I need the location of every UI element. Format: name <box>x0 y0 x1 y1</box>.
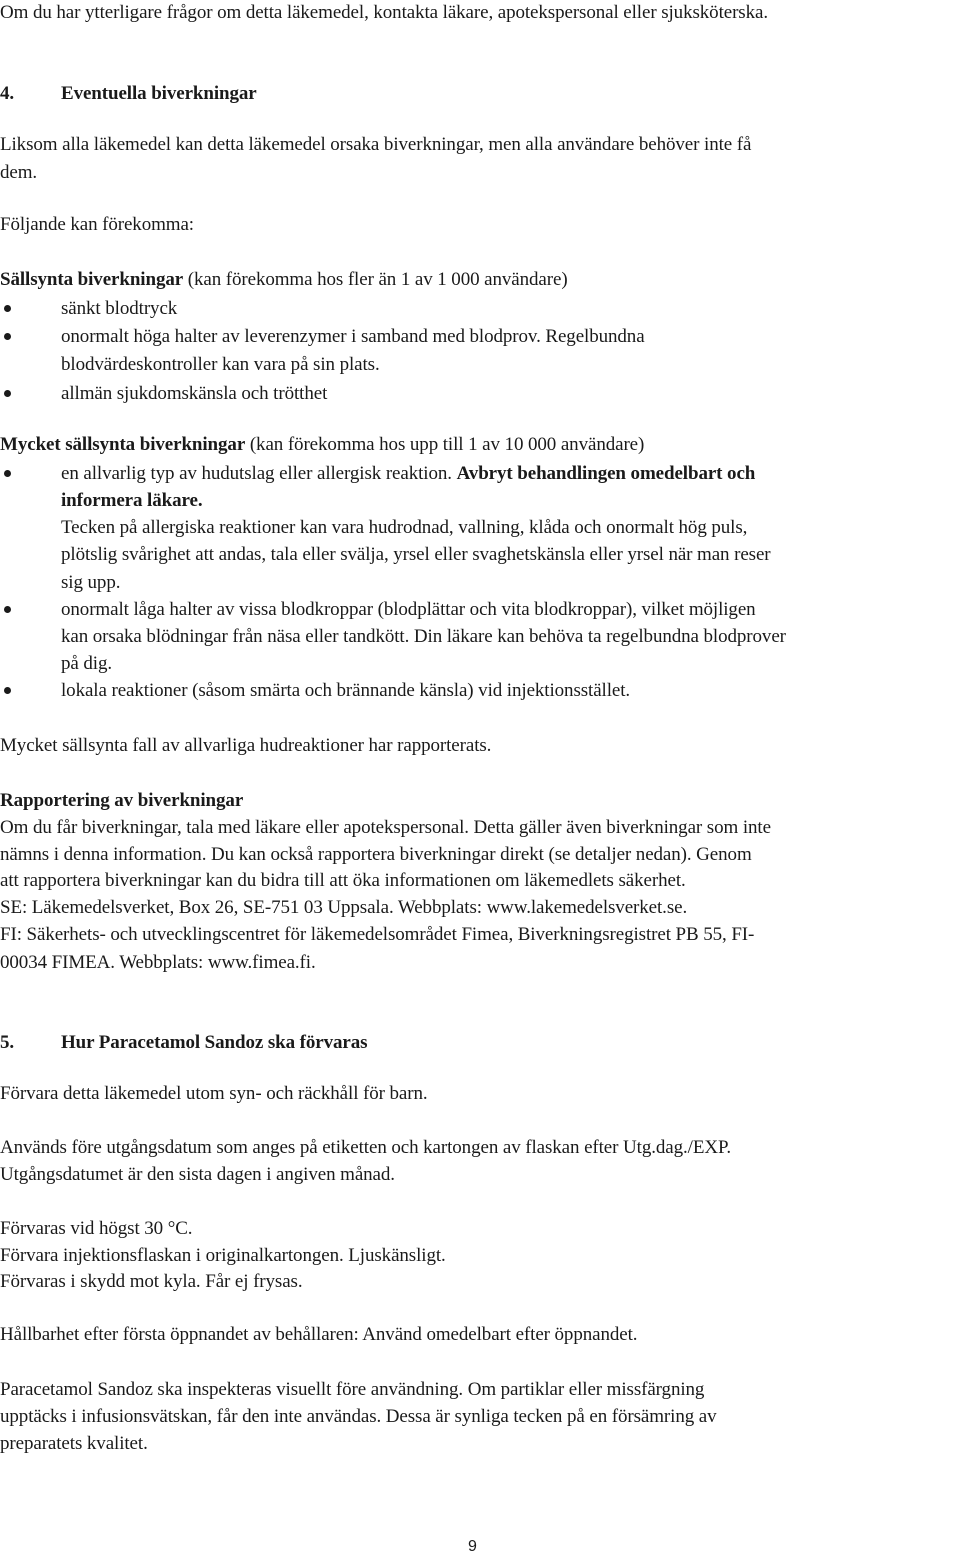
paragraph-line: 00034 FIMEA. Webbplats: www.fimea.fi. <box>0 952 316 973</box>
section-4-number: 4. <box>0 83 15 104</box>
very-rare-frequency: (kan förekomma hos upp till 1 av 10 000 användare) <box>245 434 645 455</box>
list-item: onormalt låga halter av vissa blodkroppar (blodplättar och vita blodkroppar), vilket möjligen <box>61 599 756 620</box>
bullet-icon <box>4 305 11 312</box>
bullet-icon <box>4 606 11 613</box>
paragraph-line: preparatets kvalitet. <box>0 1433 148 1454</box>
paragraph-line: nämns i denna information. Du kan också rapportera biverkningar direkt (se detaljer nedan). Genom <box>0 844 752 865</box>
list-item-continuation: plötslig svårighet att andas, tala eller svälja, yrsel eller svaghetskänsla eller yrsel när man reser <box>61 544 771 565</box>
warning-text-continuation: informera läkare. <box>61 490 203 511</box>
intro-text: Om du har ytterligare frågor om detta läkemedel, kontakta läkare, apotekspersonal eller sjuksköterska. <box>0 2 768 23</box>
paragraph-line: Utgångsdatumet är den sista dagen i angiven månad. <box>0 1164 395 1185</box>
paragraph-line: Förvaras vid högst 30 °C. <box>0 1218 193 1239</box>
paragraph-line: Förvara injektionsflaskan i originalkartongen. Ljuskänsligt. <box>0 1245 446 1266</box>
paragraph-line: Paracetamol Sandoz ska inspekteras visuellt före användning. Om partiklar eller missfärgning <box>0 1379 705 1400</box>
rare-frequency: (kan förekomma hos fler än 1 av 1 000 användare) <box>183 269 568 290</box>
bullet-icon <box>4 470 11 477</box>
reporting-heading: Rapportering av biverkningar <box>0 790 244 811</box>
very-rare-title: Mycket sällsynta biverkningar <box>0 434 246 455</box>
list-item-text: en allvarlig typ av hudutslag eller allergisk reaktion. <box>61 463 457 484</box>
list-item: onormalt höga halter av leverenzymer i samband med blodprov. Regelbundna <box>61 326 645 347</box>
list-item-continuation: på dig. <box>61 653 113 674</box>
list-item <box>61 461 755 487</box>
list-item: sänkt blodtryck <box>61 298 178 319</box>
rare-side-effects-heading <box>0 267 568 293</box>
paragraph-line: upptäcks i infusionsvätskan, får den inte användas. Dessa är synliga tecken på en försämring av <box>0 1406 717 1427</box>
paragraph-line: Om du får biverkningar, tala med läkare eller apotekspersonal. Detta gäller även biverkningar som inte <box>0 817 771 838</box>
section-5-number: 5. <box>0 1032 15 1053</box>
rare-title: Sällsynta biverkningar <box>0 269 184 290</box>
warning-text: Avbryt behandlingen omedelbart och <box>456 463 756 484</box>
paragraph-line: Förvaras i skydd mot kyla. Får ej frysas. <box>0 1271 303 1292</box>
page-number: 9 <box>468 1538 477 1555</box>
paragraph-line: Liksom alla läkemedel kan detta läkemedel orsaka biverkningar, men alla användare behöver inte få <box>0 134 752 155</box>
list-item-continuation: Tecken på allergiska reaktioner kan vara hudrodnad, vallning, klåda och onormalt hög puls, <box>61 517 748 538</box>
bullet-icon <box>4 333 11 340</box>
list-item: allmän sjukdomskänsla och trötthet <box>61 383 328 404</box>
very-rare-side-effects-heading <box>0 432 644 458</box>
list-item: lokala reaktioner (såsom smärta och brännande känsla) vid injektionsstället. <box>61 680 631 701</box>
paragraph-line: Mycket sällsynta fall av allvarliga hudreaktioner har rapporterats. <box>0 735 492 756</box>
paragraph-line: Förvara detta läkemedel utom syn- och räckhåll för barn. <box>0 1083 428 1104</box>
section-4-heading: Eventuella biverkningar <box>61 83 257 104</box>
bullet-icon <box>4 390 11 397</box>
paragraph-line: SE: Läkemedelsverket, Box 26, SE-751 03 Uppsala. Webbplats: www.lakemedelsverket.se. <box>0 897 688 918</box>
paragraph-line: att rapportera biverkningar kan du bidra till att öka informationen om läkemedlets säkerhet. <box>0 870 686 891</box>
paragraph-line: Används före utgångsdatum som anges på etiketten och kartongen av flaskan efter Utg.dag./EXP. <box>0 1137 731 1158</box>
list-item-continuation: blodvärdeskontroller kan vara på sin plats. <box>61 354 380 375</box>
section-5-heading: Hur Paracetamol Sandoz ska förvaras <box>61 1032 368 1053</box>
list-item-continuation: kan orsaka blödningar från näsa eller tandkött. Din läkare kan behöva ta regelbundna blodprover <box>61 626 786 647</box>
bullet-icon <box>4 687 11 694</box>
paragraph-line: Följande kan förekomma: <box>0 214 194 235</box>
paragraph-line: Hållbarhet efter första öppnandet av behållaren: Använd omedelbart efter öppnandet. <box>0 1324 638 1345</box>
paragraph-line: FI: Säkerhets- och utvecklingscentret för läkemedelsområdet Fimea, Biverkningsregistret PB 55, FI- <box>0 924 755 945</box>
list-item-continuation: sig upp. <box>61 572 121 593</box>
paragraph-line: dem. <box>0 162 38 183</box>
